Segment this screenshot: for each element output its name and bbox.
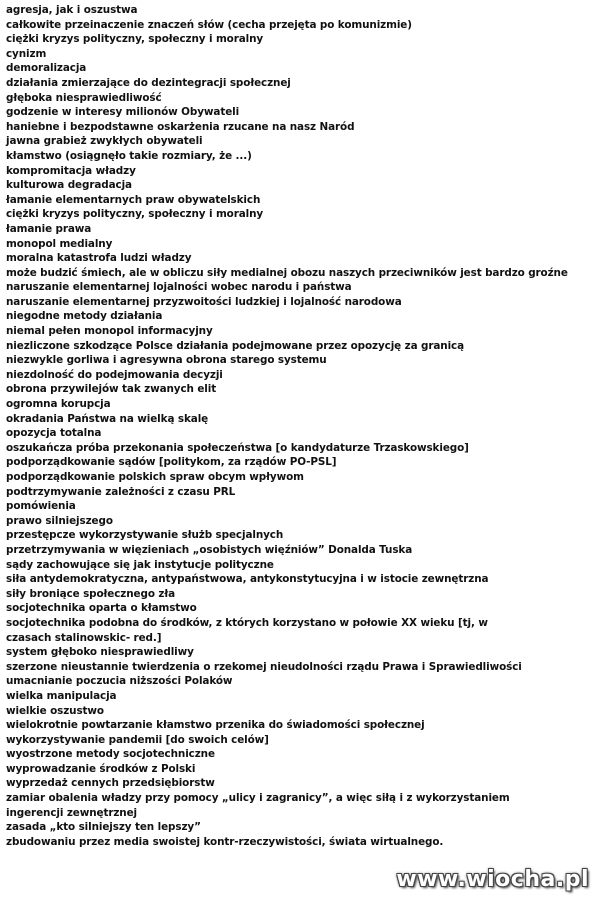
list-item: szerzone nieustannie twierdzenia o rzekomej nieudolności rządu Prawa i Sprawiedliwości [6, 660, 522, 673]
list-item: kłamstwo (osiągnęło takie rozmiary, że ...) [6, 149, 252, 162]
list-item: ciężki kryzys polityczny, społeczny i moralny [6, 33, 264, 46]
document-text [6, 3, 568, 849]
list-item: umacnianie poczucia niższości Polaków [6, 675, 233, 688]
list-item: prawo silniejszego [6, 514, 113, 527]
list-item: socjotechnika podobna do środków, z których korzystano w połowie XX wieku [tj, w czasach stalinowskic- red.] [6, 616, 488, 644]
list-item: socjotechnika oparta o kłamstwo [6, 602, 197, 615]
list-item: wyprowadzanie środków z Polski [6, 762, 196, 775]
list-item: wyostrzone metody socjotechniczne [6, 748, 215, 761]
list-item: niezwykle gorliwa i agresywna obrona starego systemu [6, 354, 327, 367]
list-item: siła antydemokratyczna, antypaństwowa, antykonstytucyjna i w istocie zewnętrzna [6, 573, 489, 586]
list-item: oszukańcza próba przekonania społeczeństwa [o kandydaturze Trzaskowskiego] [6, 441, 469, 454]
list-item: moralna katastrofa ludzi władzy [6, 252, 192, 265]
list-item: naruszanie elementarnej lojalności wobec narodu i państwa [6, 281, 352, 294]
list-item: wykorzystywanie pandemii [do swoich celów] [6, 733, 269, 746]
list-item: zamiar obalenia władzy przy pomocy „ulicy i zagranicy”, a więc siłą i z wykorzystaniem ingerencji zewnętrznej [6, 792, 510, 819]
list-item: podtrzymywanie zależności z czasu PRL [6, 485, 236, 498]
list-item: monopol medialny [6, 237, 113, 250]
list-item: system głęboko niesprawiedliwy [6, 646, 194, 659]
list-item: cynizm [6, 47, 47, 60]
list-item: ciężki kryzys polityczny, społeczny i moralny [6, 208, 264, 221]
list-item: godzenie w interesy milionów Obywateli [6, 106, 240, 119]
list-item: niezliczone szkodzące Polsce działania podejmowane przez opozycję za granicą [6, 339, 465, 352]
list-item: podporządkowanie polskich spraw obcym wpływom [6, 471, 304, 483]
list-item: może budzić śmiech, ale w obliczu siły medialnej obozu naszych przeciwników jest bardzo groźne [6, 266, 568, 279]
site-watermark: www.wiocha.pl [396, 867, 589, 892]
list-item: podporządkowanie sądów [politykom, za rządów PO-PSL] [6, 456, 337, 469]
list-item: okradania Państwa na wielką skalę [6, 412, 209, 425]
list-item: ogromna korupcja [6, 398, 111, 411]
list-item: opozycja totalna [6, 427, 102, 440]
list-item: głęboka niesprawiedliwość [6, 91, 162, 104]
list-item: kompromitacja władzy [6, 164, 136, 177]
list-item: haniebne i bezpodstawne oskarżenia rzucane na nasz Naród [6, 120, 355, 133]
list-item: łamanie prawa [6, 222, 92, 235]
list-item: zasada „kto silniejszy ten lepszy” [6, 821, 201, 834]
list-item: obrona przywilejów tak zwanych elit [6, 383, 217, 396]
list-item: zbudowaniu przez media swoistej kontr-rzeczywistości, świata wirtualnego. [6, 835, 444, 848]
list-item: sądy zachowujące się jak instytucje polityczne [6, 558, 274, 571]
list-item: wielka manipulacja [6, 689, 117, 702]
list-item: demoralizacja [6, 62, 87, 75]
list-item: wyprzedaż cennych przedsiębiorstw [6, 777, 215, 790]
list-item: naruszanie elementarnej przyzwoitości ludzkiej i lojalność narodowa [6, 295, 402, 308]
list-item: pomówienia [6, 500, 76, 513]
list-item: wielokrotnie powtarzanie kłamstwo przenika do świadomości społecznej [6, 719, 425, 732]
list-item: wielkie oszustwo [6, 704, 104, 717]
list-item: siły broniące społecznego zła [6, 587, 176, 600]
list-item: niezdolność do podejmowania decyzji [6, 368, 223, 381]
list-item: przetrzymywania w więzieniach „osobistych więźniów” Donalda Tuska [6, 543, 413, 556]
list-item: całkowite przeinaczenie znaczeń słów (cecha przejęta po komunizmie) [6, 18, 412, 31]
list-item: przestępcze wykorzystywanie służb specjalnych [6, 529, 284, 542]
list-item: niegodne metody działania [6, 310, 163, 323]
list-item: niemal pełen monopol informacyjny [6, 325, 213, 338]
list-item: agresja, jak i oszustwa [6, 4, 138, 16]
list-item: łamanie elementarnych praw obywatelskich [6, 193, 261, 206]
list-item: działania zmierzające do dezintegracji społecznej [6, 76, 291, 89]
list-item: jawna grabież zwykłych obywateli [6, 135, 203, 148]
list-item: kulturowa degradacja [6, 179, 132, 192]
